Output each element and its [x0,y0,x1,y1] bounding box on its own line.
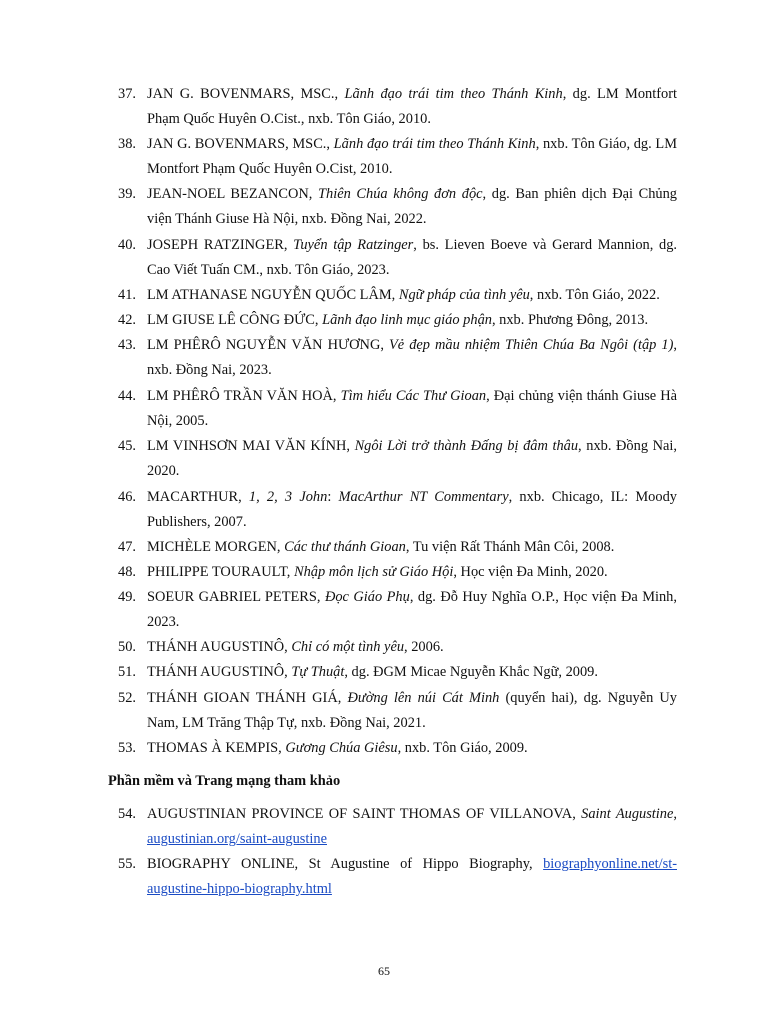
reference-number: 45. [118,438,136,454]
reference-number: 46. [118,489,136,505]
reference-item-50 [118,635,677,660]
reference-author: JEAN-NOEL BEZANCON, [147,186,319,202]
reference-author: AUGUSTINIAN PROVINCE OF SAINT THOMAS OF VILLANOVA, [147,806,582,822]
reference-number: 50. [118,639,136,655]
reference-item-40 [118,233,677,284]
reference-author: THOMAS À KEMPIS, [147,740,286,756]
reference-publication: , Đại chủng viện thánh Giuse Hà Nội, 2005. [147,388,678,430]
reference-item-47 [118,535,677,560]
reference-author: MICHÈLE MORGEN, [147,539,285,555]
reference-title: Tuyển tập Ratzinger [293,237,414,253]
reference-publication: , dg. LM Montfort Phạm Quốc Huyên O.Cist., nxb. Tôn Giáo, 2010. [147,86,677,128]
reference-item-52 [118,686,677,737]
reference-number: 38. [118,136,136,152]
reference-author: SOEUR GABRIEL PETERS, [147,589,325,605]
reference-number: 54. [118,806,136,822]
reference-item-44 [118,384,678,435]
reference-publication: , dg. Ban phiên dịch Đại Chủng viện Thánh Giuse Hà Nội, nxb. Đồng Nai, 2022. [147,186,677,228]
reference-item-48 [118,560,677,585]
reference-link[interactable]: biographyonline.net/st-augustine-hippo-biography.html [147,856,677,898]
reference-item-51 [118,660,677,685]
reference-separator: , [673,806,677,822]
reference-title: Các thư thánh Gioan [284,539,406,555]
reference-title: Gương Chúa Giêsu [285,740,398,756]
reference-author: LM VINHSƠN MAI VĂN KÍNH, [147,438,355,454]
reference-title: Ngữ pháp của tình yêu [398,287,530,303]
reference-title: Lãnh đạo trái tim theo Thánh Kinh [344,86,563,102]
reference-item-38 [118,132,677,183]
reference-title: Đọc Giáo Phụ [324,589,410,605]
reference-author: LM ATHANASE NGUYỄN QUỐC LÂM, [147,287,399,303]
reference-publication: , Học viện Đa Minh, 2020. [453,564,608,580]
reference-author: MACARTHUR, [147,489,249,505]
reference-publication: , Tu viện Rất Thánh Mân Côi, 2008. [405,539,615,555]
reference-item-53 [118,736,677,761]
reference-author: JAN G. BOVENMARS, MSC., [147,86,345,102]
reference-title: Lãnh đạo linh mục giáo phận [322,312,492,328]
reference-number: 51. [118,664,136,680]
reference-publication: , nxb. Tôn Giáo, 2022. [529,287,660,303]
reference-separator: : [327,489,339,505]
reference-title: 1, 2, 3 John [248,489,328,505]
reference-publication: (quyển hai), dg. Nguyễn Uy Nam, LM Trăng Thập Tự, nxb. Đồng Nai, 2021. [147,690,677,732]
reference-item-46 [118,485,677,536]
reference-title: Ngôi Lời trở thành Đấng bị đâm thâu [354,438,579,454]
reference-number: 55. [118,856,136,872]
reference-title: Thiên Chúa không đơn độc [318,186,483,202]
reference-title: Saint Augustine [581,806,674,822]
reference-author: PHILIPPE TOURAULT, [147,564,294,580]
reference-item-41 [118,283,677,308]
reference-item-37 [118,82,677,133]
reference-title: Chỉ có một tình yêu [291,639,405,655]
reference-publication: , bs. Lieven Boeve và Gerard Mannion, dg. Cao Viết Tuấn CM., nxb. Tôn Giáo, 2023. [147,237,677,279]
reference-number: 44. [118,388,136,404]
reference-title: Nhập môn lịch sử Giáo Hội [294,564,454,580]
reference-link[interactable]: augustinian.org/saint-augustine [147,831,327,848]
reference-author: LM GIUSE LÊ CÔNG ĐỨC, [147,312,323,328]
reference-item-43 [118,333,677,384]
reference-publication: , nxb. Đồng Nai, 2023. [147,337,677,379]
reference-title: Vẻ đẹp mầu nhiệm Thiên Chúa Ba Ngôi (tập 1) [388,337,674,353]
reference-author: LM PHÊRÔ TRẦN VĂN HOÀ, [147,388,341,404]
reference-publication: , nxb. Chicago, IL: Moody Publishers, 2007. [147,489,677,531]
reference-number: 41. [118,287,136,303]
reference-publication: , dg. ĐGM Micae Nguyễn Khắc Ngữ, 2009. [344,664,598,680]
reference-author: THÁNH GIOAN THÁNH GIÁ, [147,690,348,706]
reference-number: 49. [118,589,136,605]
reference-item-49 [118,585,677,636]
page-number: 65 [378,964,390,978]
reference-item-45 [118,434,677,485]
reference-item-54 [118,802,677,853]
reference-number: 48. [118,564,136,580]
reference-item-42 [118,308,677,333]
reference-author: JOSEPH RATZINGER, [147,237,294,253]
reference-publication: , 2006. [404,639,444,655]
reference-title: Lãnh đạo trái tim theo Thánh Kinh [333,136,536,152]
reference-title: Tìm hiểu Các Thư Gioan [340,388,487,404]
reference-author: THÁNH AUGUSTINÔ, [147,639,292,655]
reference-number: 42. [118,312,136,328]
reference-number: 52. [118,690,136,706]
reference-subtitle: MacArthur NT Commentary [338,489,509,505]
reference-author: LM PHÊRÔ NGUYỄN VĂN HƯƠNG, [147,337,389,353]
reference-number: 47. [118,539,136,555]
reference-publication: , nxb. Phương Đông, 2013. [491,312,649,328]
section-heading: Phần mềm và Trang mạng tham khảo [108,773,341,789]
reference-publication: , nxb. Đồng Nai, 2020. [147,438,677,480]
reference-number: 43. [118,337,136,353]
reference-item-39 [118,182,677,233]
reference-item-55 [118,852,677,903]
reference-number: 39. [118,186,136,202]
reference-author: BIOGRAPHY ONLINE, St Augustine of Hippo Biography, [147,856,544,872]
reference-author: JAN G. BOVENMARS, MSC., [147,136,334,152]
reference-title: Đường lên núi Cát Minh [347,690,500,706]
reference-number: 40. [118,237,136,253]
reference-publication: , nxb. Tôn Giáo, 2009. [397,740,528,756]
reference-title: Tự Thuật [291,664,345,680]
reference-number: 37. [118,86,136,102]
reference-author: THÁNH AUGUSTINÔ, [147,664,292,680]
reference-publication: , dg. Đỗ Huy Nghĩa O.P., Học viện Đa Minh, 2023. [147,589,677,631]
reference-publication: , nxb. Tôn Giáo, dg. LM Montfort Phạm Quốc Huyên O.Cist, 2010. [147,136,677,178]
reference-number: 53. [118,740,136,756]
